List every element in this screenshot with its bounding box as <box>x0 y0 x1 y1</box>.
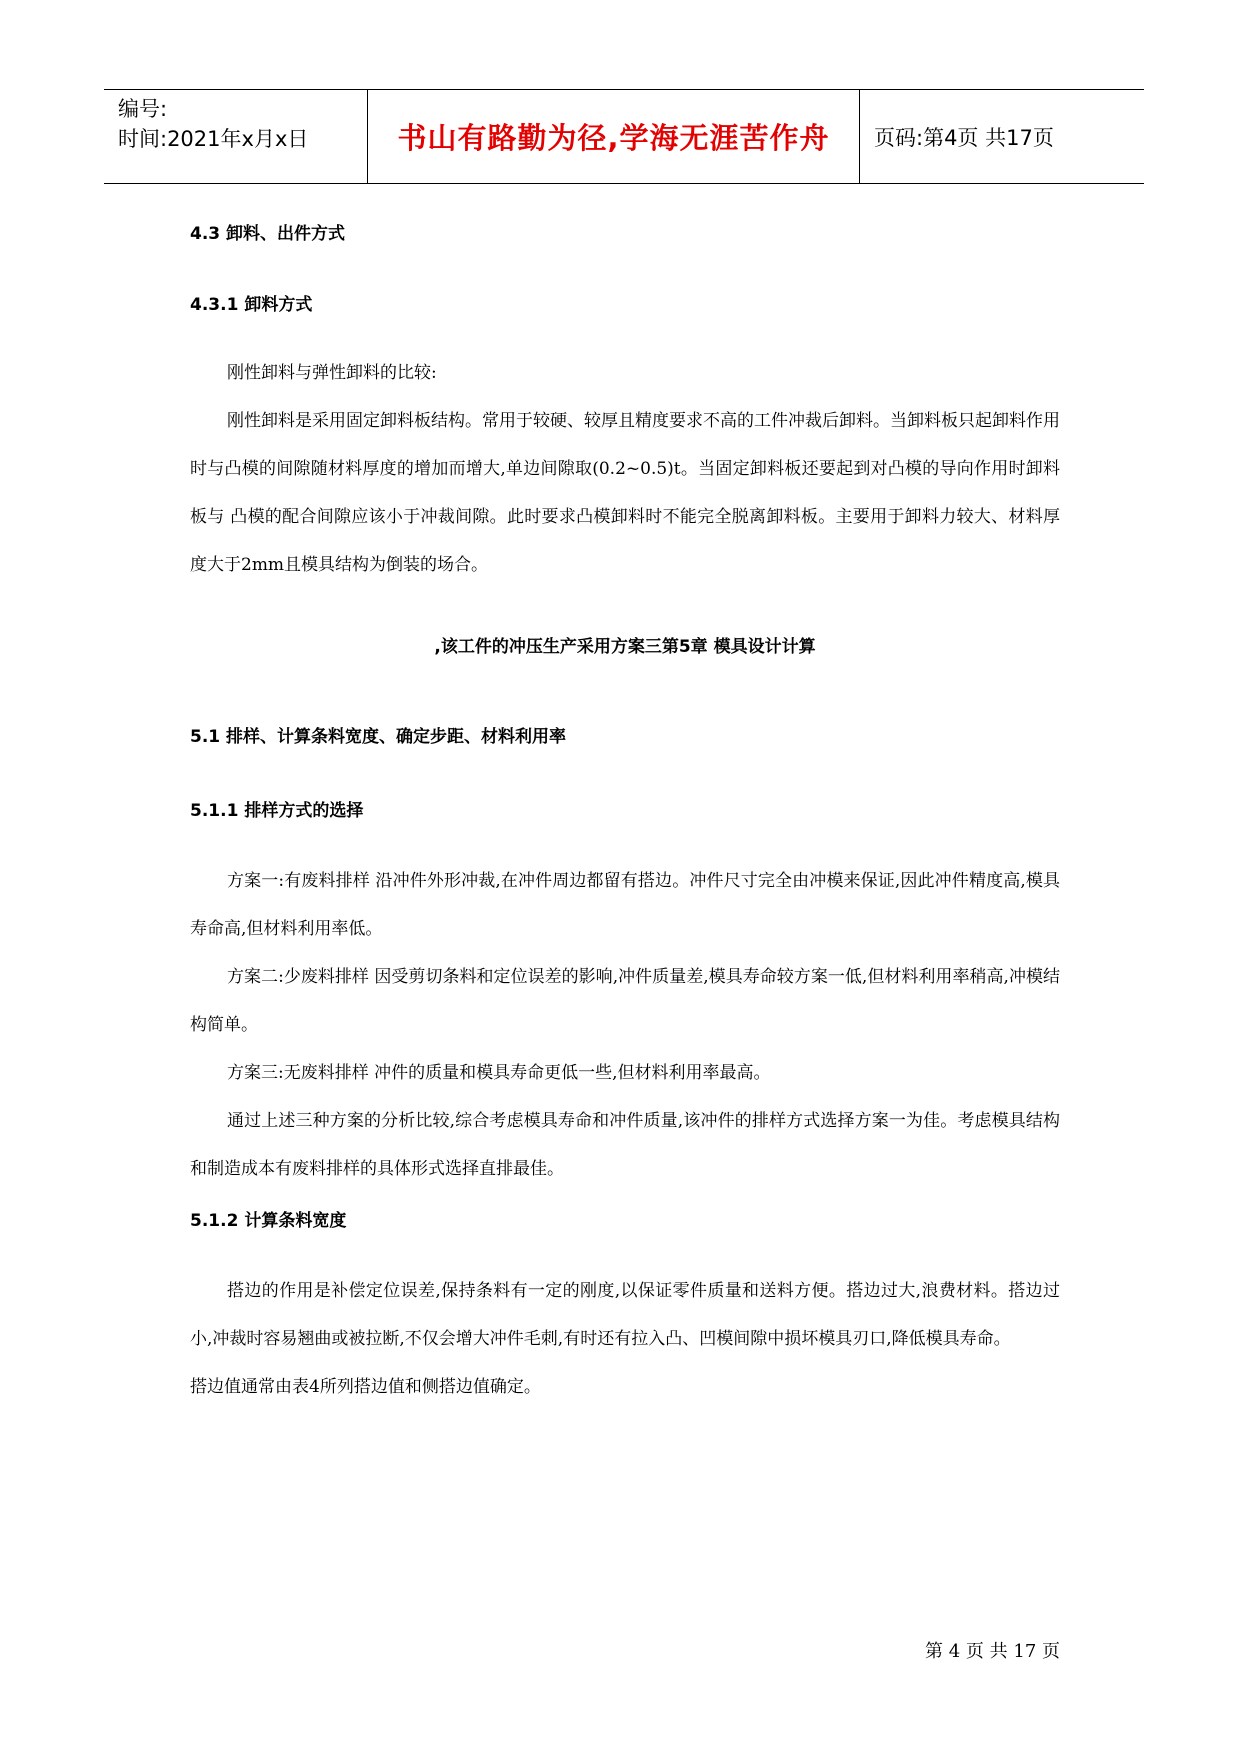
header-left-cell <box>104 90 368 183</box>
paragraph-table-ref: 搭边值通常由表4所列搭边值和侧搭边值确定。 <box>190 1377 541 1397</box>
header-motto: 书山有路勤为径,学海无涯苦作舟 <box>368 90 860 183</box>
section-5-1-title: 5.1 排样、计算条料宽度、确定步距、材料利用率 <box>190 727 567 747</box>
number-label: 编号: <box>118 97 168 121</box>
paragraph-plan-2: 方案二:少废料排样 因受剪切条料和定位误差的影响,冲件质量差,模具寿命较方案一低,但材料利用率稍高,冲模结构简单。 <box>190 967 1060 1035</box>
paragraph-overlap: 搭边的作用是补偿定位误差,保持条料有一定的刚度,以保证零件质量和送料方便。搭边过大,浪费材料。搭边过小,冲裁时容易翘曲或被拉断,不仅会增大冲件毛刺,有时还有拉入凸、凹模间隙中损坏模具刃口,降低模具寿命。 <box>190 1281 1060 1349</box>
paragraph-plan-3: 方案三:无废料排样 冲件的质量和模具寿命更低一些,但材料利用率最高。 <box>227 1063 771 1083</box>
chapter-title: ,该工件的冲压生产采用方案三第5章 模具设计计算 <box>434 637 816 657</box>
section-5-1-1-title: 5.1.1 排样方式的选择 <box>190 801 364 821</box>
page-footer: 第 4 页 共 17 页 <box>925 1641 1060 1662</box>
paragraph-rigid-unloading: 刚性卸料是采用固定卸料板结构。常用于较硬、较厚且精度要求不高的工件冲裁后卸料。当卸料板只起卸料作用时与凸模的间隙随材料厚度的增加而增大,单边间隙取(0.2~0.5)t。当固定卸料板还要起到对凸模的导向作用时卸料板与 凸模的配合间隙应该小于冲裁间隙。此时要求凸模卸料时不能完全脱离卸料板。主要用于卸料力较大、材料厚度大于2mm且模具结构为倒装的场合。 <box>190 411 1060 575</box>
section-4-3-title: 4.3 卸料、出件方式 <box>190 224 346 244</box>
paragraph-conclusion: 通过上述三种方案的分析比较,综合考虑模具寿命和冲件质量,该冲件的排样方式选择方案一为佳。考虑模具结构和制造成本有废料排样的具体形式选择直排最佳。 <box>190 1111 1060 1179</box>
section-5-1-2-title: 5.1.2 计算条料宽度 <box>190 1211 347 1231</box>
document-body <box>190 222 1060 1411</box>
paragraph-compare: 刚性卸料与弹性卸料的比较: <box>227 363 437 383</box>
header-page-label: 页码:第4页 共17页 <box>874 125 1054 150</box>
paragraph-plan-1: 方案一:有废料排样 沿冲件外形冲裁,在冲件周边都留有搭边。冲件尺寸完全由冲模来保证,因此冲件精度高,模具寿命高,但材料利用率低。 <box>190 871 1060 939</box>
page-header <box>104 89 1144 184</box>
section-4-3-1-title: 4.3.1 卸料方式 <box>190 295 313 315</box>
time-label: 时间:2021年x月x日 <box>118 127 309 151</box>
